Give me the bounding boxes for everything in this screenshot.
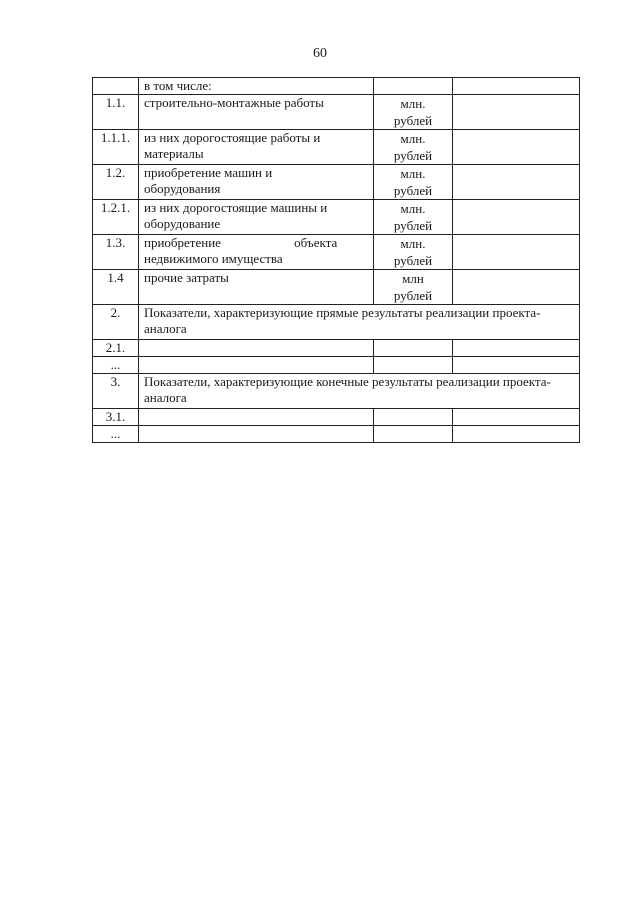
table-row (93, 130, 580, 165)
row-name (139, 409, 374, 426)
row-name: из них дорогостоящие работы и материалы (139, 130, 374, 165)
row-name: из них дорогостоящие машины и оборудование (139, 200, 374, 235)
row-name: приобретение объекта недвижимого имущества (139, 235, 374, 270)
row-value (453, 130, 580, 165)
table-row (93, 340, 580, 357)
page-number: 60 (313, 46, 327, 61)
row-number: ... (93, 357, 139, 374)
table-row (93, 270, 580, 305)
table-row (93, 95, 580, 130)
table-row (93, 357, 580, 374)
row-number: 1.2. (93, 165, 139, 200)
row-number: 1.1. (93, 95, 139, 130)
row-value (453, 270, 580, 305)
row-name (139, 340, 374, 357)
row-unit: млн. рублей (374, 130, 453, 165)
section-title: Показатели, характеризующие конечные результаты реализации проекта-аналога (139, 374, 580, 409)
row-name: строительно-монтажные работы (139, 95, 374, 130)
row-number: 2.1. (93, 340, 139, 357)
table-row (93, 235, 580, 270)
row-number (93, 78, 139, 95)
row-value (453, 78, 580, 95)
row-number: 1.1.1. (93, 130, 139, 165)
row-name: приобретение машин и оборудования (139, 165, 374, 200)
indicators-table (92, 77, 580, 443)
row-unit (374, 78, 453, 95)
row-unit: млн. рублей (374, 235, 453, 270)
row-number: 1.3. (93, 235, 139, 270)
section-number: 2. (93, 305, 139, 340)
row-value (453, 95, 580, 130)
section-title: Показатели, характеризующие прямые результаты реализации проекта-аналога (139, 305, 580, 340)
row-unit (374, 409, 453, 426)
table-row (93, 165, 580, 200)
row-number: ... (93, 426, 139, 443)
section-header-row (93, 305, 580, 340)
row-unit: млн. рублей (374, 165, 453, 200)
row-name (139, 357, 374, 374)
row-unit: млн. рублей (374, 95, 453, 130)
table-row (93, 200, 580, 235)
row-name (139, 426, 374, 443)
section-header-row (93, 374, 580, 409)
row-unit: млн рублей (374, 270, 453, 305)
row-value (453, 200, 580, 235)
row-name: прочие затраты (139, 270, 374, 305)
row-unit (374, 357, 453, 374)
section-number: 3. (93, 374, 139, 409)
row-number: 1.2.1. (93, 200, 139, 235)
row-unit: млн. рублей (374, 200, 453, 235)
row-name: в том числе: (139, 78, 374, 95)
row-value (453, 409, 580, 426)
row-value (453, 340, 580, 357)
row-value (453, 165, 580, 200)
row-value (453, 235, 580, 270)
row-unit (374, 340, 453, 357)
row-number: 3.1. (93, 409, 139, 426)
row-value (453, 357, 580, 374)
row-unit (374, 426, 453, 443)
table-row (93, 426, 580, 443)
table-row (93, 409, 580, 426)
row-value (453, 426, 580, 443)
table-row (93, 78, 580, 95)
row-number: 1.4 (93, 270, 139, 305)
